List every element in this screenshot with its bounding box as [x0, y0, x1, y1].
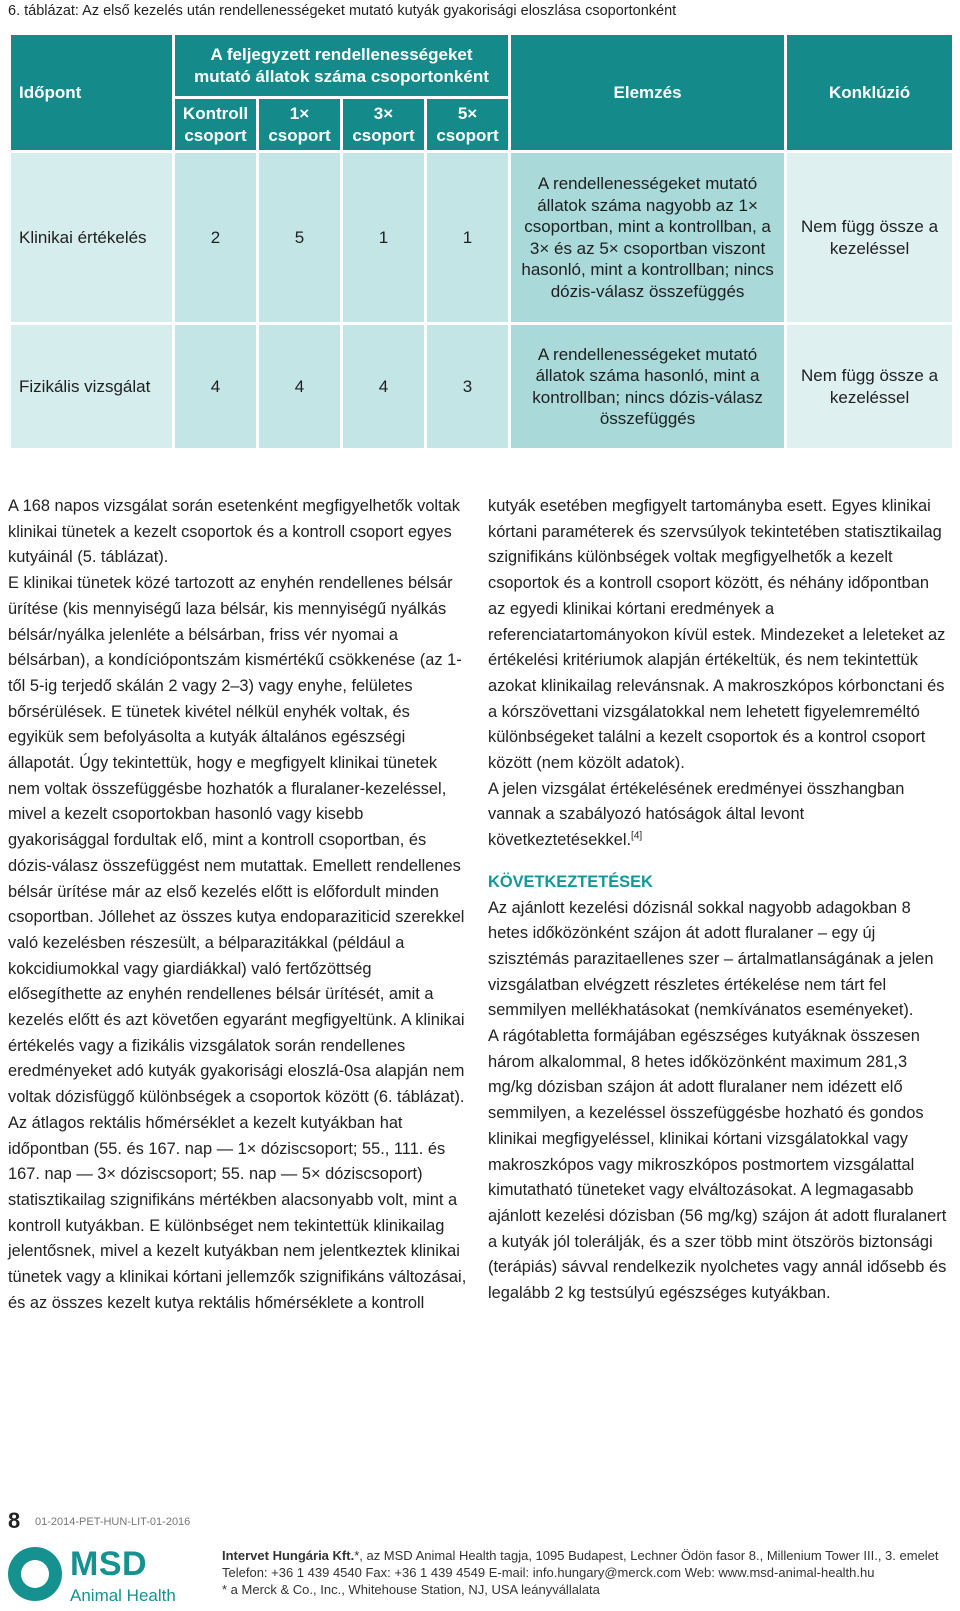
body-paragraph: kutyák esetében megfigyelt tartományba esett. Egyes klinikai kórtani paraméterek és szervsúlyok tekintetében statisztikailag szignifikáns különbségek voltak megfigyelhetők a kezelt csoportok és a kontroll csoport között, és néhány időpontban az egyedi klinikai kórtani eredmények a referenciatartományokon kívül estek. Mindezeket a leleteket az értékelési kritériumok alapján értékeltük, és nem tekintettük azokat klinikailag relevánsnak. A makroszkópos kórbonctani és a kórszövettani vizsgálatokkal nem lehetett figyelemreméltó különbségeket találni a kezelt csoportok és a kontrol csoport között (nem közölt adatok). [488, 497, 946, 773]
header-group-count: A feljegyzett rendellenességeket mutató állatok száma csoportonként [174, 34, 510, 98]
header-5x-group: 5× csoport [426, 98, 510, 152]
row-time: Klinikai értékelés [10, 152, 174, 324]
cell-analysis: A rendellenességeket mutató állatok száma nagyobb az 1× csoportban, mint a kontrollban, a 3× és az 5× csoportban viszont hasonló, mint a kontrollban; nincs dózis-válasz összefüggés [510, 152, 786, 324]
cell-3x: 1 [342, 152, 426, 324]
header-conclusion: Konklúzió [786, 34, 954, 152]
header-analysis: Elemzés [510, 34, 786, 152]
cell-conclusion: Nem függ össze a kezeléssel [786, 324, 954, 450]
body-paragraph: Az ajánlott kezelési dózisnál sokkal nagyobb adagokban 8 hetes időközönként szájon át adott fluralaner – egy új szisztémás parazitaellenes szer – ártalmatlanságának a jelen vizsgálatban elvégzett részletes értékelése nem tárt fel semmilyen mellékhatásokat (nemkívánatos eseményeket). [488, 898, 934, 1020]
company-address: *, az MSD Animal Health tagja, 1095 Budapest, Lechner Ödön fasor 8., Millenium Tower III., 3. emelet [354, 1548, 939, 1563]
header-time: Időpont [10, 34, 174, 152]
cell-5x: 3 [426, 324, 510, 450]
header-3x-group: 3× csoport [342, 98, 426, 152]
body-column-left [8, 494, 468, 1317]
cell-control: 4 [174, 324, 258, 450]
cell-1x: 5 [258, 152, 342, 324]
row-time: Fizikális vizsgálat [10, 324, 174, 450]
cell-1x: 4 [258, 324, 342, 450]
table-row [10, 324, 954, 450]
cell-analysis: A rendellenességeket mutató állatok száma hasonló, mint a kontrollban; nincs dózis-válasz összefüggés [510, 324, 786, 450]
cell-5x: 1 [426, 152, 510, 324]
cell-control: 2 [174, 152, 258, 324]
brand-subtitle: Animal Health [70, 1586, 176, 1605]
brand-name: MSD [70, 1545, 148, 1583]
page-number: 8 [8, 1508, 21, 1533]
body-paragraph [488, 777, 948, 854]
cell-3x: 4 [342, 324, 426, 450]
cell-conclusion: Nem függ össze a kezeléssel [786, 152, 954, 324]
footer-contact [222, 1547, 956, 1598]
body-paragraph: E klinikai tünetek közé tartozott az enyhén rendellenes bélsár ürítése (kis mennyiségű laza bélsár, kis mennyiségű nyálkás bélsár/nyálka jelenléte a bélsárban, friss vér nyomai a bélsárban), a kondíciópontszám kismértékű csökkenése (az 1-től 5-ig terjedő skálán 2 vagy 2–3) vagy enyhe, felületes bőrsérülések. E tünetek kivétel nélkül enyhék voltak, és egyikük sem befolyásolta a kutyák általános egészségi állapotát. Úgy tekintettük, hogy e megfigyelt klinikai tünetek nem voltak összefüggésbe hozhatók a fluralaner-kezeléssel, mivel a kezelt csoportokban hasonló vagy kisebb gyakorisággal fordultak elő, mint a kontroll csoportban, és dózis-válasz összefüggést nem mutattak. Emellett rendellenes bélsár ürítése már az első kezelés előtt is előfordult minden csoportban. Jóllehet az összes kutya endoparaziticid szerekkel való kezelésben részesült, a bélparazitákkal (például a kokcidiumokkal vagy giardiákkal) való fertőzöttség elősegíthette az enyhén rendellenes bélsár ürítését, amit a kezelés előtt és azt követően egyaránt megfigyeltünk. A klinikai értékelés vagy a fizikális vizsgálatok során rendellenes eredményeket adó kutyák gyakorisági eloszlá-0sa alapján nem voltak dózisfüggő különbségek a csoportok között (6. táblázat). Az átlagos rektális hőmérséklet a kezelt kutyákban hat időpontban (55. és 167. nap — 1× dóziscsoport; 55., 111. és 167. nap — 3× dóziscsoport; 55. nap — 5× dóziscsoport) statisztikailag szignifikáns mértékben alacsonyabb volt, mint a kontroll kutyákban. E különbséget nem tekintettük klinikailag jelentősnek, mivel a kezelt kutyákban nem jelentkeztek klinikai tünetek vagy a klinikai kórtani jellemzők szignifikáns változásai, és az összes kezelt kutya rektális hőmérséklete a kontroll [8, 574, 467, 1312]
paragraph-text: A jelen vizsgálat értékelésének eredményei összhangban vannak a szabályozó hatóságok által levont következtetésekkel. [488, 779, 905, 850]
table-caption: 6. táblázat: Az első kezelés után rendellenességeket mutató kutyák gyakorisági eloszlása csoportonként [8, 3, 677, 19]
reference-link[interactable]: [4] [631, 830, 643, 842]
footer-line-parent: * a Merck & Co., Inc., Whitehouse Station, NJ, USA leányvállalata [222, 1582, 600, 1597]
header-1x-group: 1× csoport [258, 98, 342, 152]
body-paragraph: A 168 napos vizsgálat során esetenként megfigyelhetők voltak klinikai tünetek a kezelt csoportok és a kontroll csoport egyes kutyáinál (5. táblázat). [8, 497, 460, 567]
company-name: Intervet Hungária Kft. [222, 1548, 355, 1563]
header-control-group: Kontroll csoport [174, 98, 258, 152]
footer-line-contact: Telefon: +36 1 439 4540 Fax: +36 1 439 4549 E-mail: info.hungary@merck.com Web: www.msd-animal-health.hu [222, 1565, 875, 1580]
footer-line-company [222, 1547, 956, 1564]
frequency-table [8, 32, 955, 451]
body-paragraph: A rágótabletta formájában egészséges kutyáknak összesen három alkalommal, 8 hetes időközönként maximum 281,3 mg/kg dózisban szájon át adott fluralaner nem idézett elő semmilyen, a kezeléssel összefüggésbe hozható és gondos klinikai megfigyeléssel, klinikai kórtani vizsgálatokkal vagy makroszkópos vagy mikroszkópos postmortem vizsgálattal kimutatható tüneteket vagy elváltozásokat. A legmagasabb ajánlott kezelési dózisban (56 mg/kg) szájon át adott fluralanert a kutyák jól tolerálják, és a szer több mint ötszörös biztonsági (terápiás) sávval rendelkezik nyolchetes vagy annál idősebb és legalább 2 kg testsúlyú egészséges kutyákban. [488, 1027, 947, 1303]
section-heading: KÖVETKEZTETÉSEK [488, 872, 653, 891]
table-row [10, 152, 954, 324]
document-code: 01-2014-PET-HUN-LIT-01-2016 [35, 1516, 191, 1528]
body-column-right [488, 494, 948, 1307]
